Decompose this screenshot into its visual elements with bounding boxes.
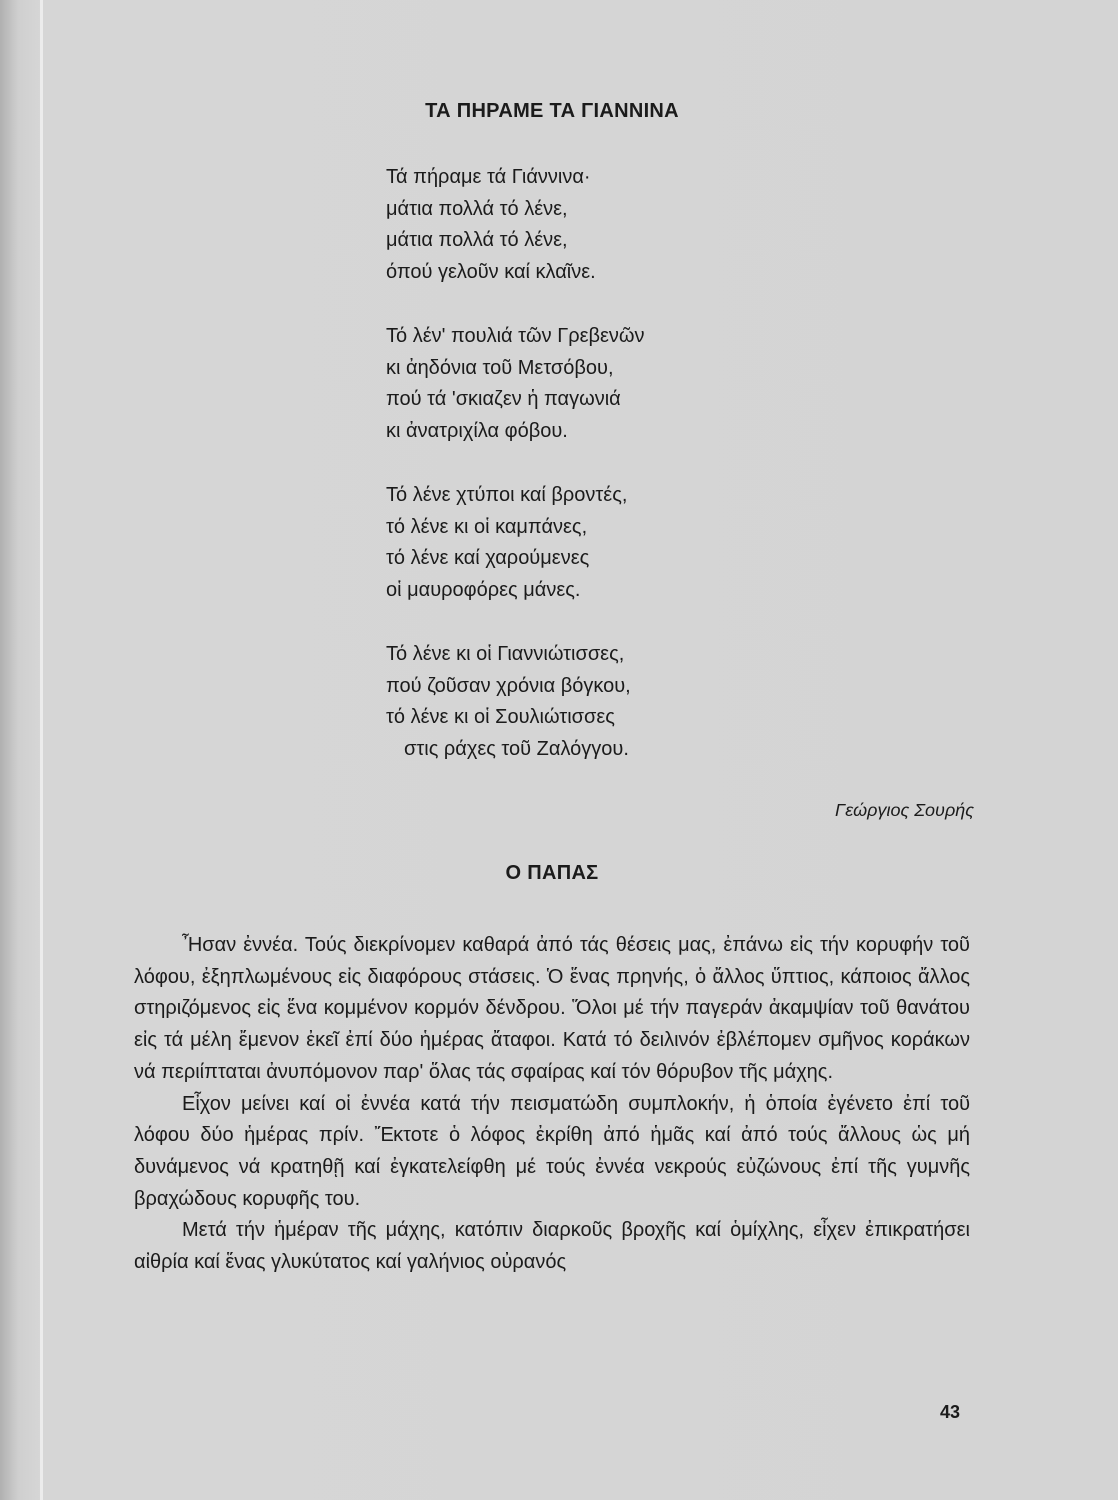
page-number: 43 <box>940 1402 961 1422</box>
poem-stanza <box>386 480 886 606</box>
story-paragraph: Εἶχον μείνει καί οἱ ἐννέα κατά τήν πεισματώδη συμπλοκήν, ἡ ὁποία ἐγένετο ἐπί τοῦ λόφου δύο ἡμέρας πρίν. Ἔκτοτε ὁ λόφος ἐκρίθη ἀπό ἡμᾶς καί ἀπό τούς ἄλλους ὡς μή δυνάμενος νά κρατηθῇ καί ἐγκατελείφθη μέ τούς ἐννέα νεκρούς εὐζώνους ἐπί τῆς γυμνῆς βραχώδους κορυφῆς του. <box>134 1092 970 1210</box>
poem <box>386 162 886 798</box>
poem-line: τό λένε καί χαρούμενες <box>386 547 590 569</box>
poem-line: πού ζοῦσαν χρόνια βόγκου, <box>386 674 631 697</box>
poem-line: κι ἀνατριχίλα φόβου. <box>386 419 568 442</box>
poem-line: μάτια πολλά τό λένε, <box>386 197 568 220</box>
poem-line: Τό λέν' πουλιά τῶν Γρεβενῶν <box>386 325 645 347</box>
poem-line: τό λένε κι οἱ Σουλιώτισσες <box>386 706 615 728</box>
story-paragraph: Μετά τήν ἡμέραν τῆς μάχης, κατόπιν διαρκοῦς βροχῆς καί ὁμίχλης, εἶχεν ἐπικρατήσει αἰθρία καί ἕνας γλυκύτατος καί γαλήνιος οὐρανός <box>134 1219 970 1274</box>
poem-line: μάτια πολλά τό λένε, <box>386 229 568 251</box>
poem-author: Γεώργιος Σουρής <box>834 800 974 820</box>
poem-title: ΤΑ ΠΗΡΑΜΕ ΤΑ ΓΙΑΝΝΙΝΑ <box>425 100 679 122</box>
poem-line: στις ράχες τοῦ Ζαλόγγου. <box>404 737 629 760</box>
page-binding-edge <box>40 0 43 1500</box>
poem-line: τό λένε κι οἱ καμπάνες, <box>386 515 588 538</box>
poem-line: πού τά 'σκιαζεν ἡ παγωνιά <box>386 388 621 410</box>
page-content <box>134 0 974 1500</box>
poem-line: Τό λένε χτύποι καί βροντές, <box>386 484 628 506</box>
poem-stanza <box>386 639 886 765</box>
poem-line: Τά πήραμε τά Γιάννινα· <box>386 166 591 188</box>
poem-line: όπού γελοῦν καί κλαῖνε. <box>386 260 596 283</box>
poem-stanza <box>386 162 886 288</box>
story-title: Ο ΠΑΠΑΣ <box>505 862 599 884</box>
story-paragraph: Ἦσαν ἐννέα. Τούς διεκρίνομεν καθαρά ἀπό τάς θέσεις μας, ἐπάνω εἰς τήν κορυφήν τοῦ λόφου, ἐξηπλωμένους εἰς διαφόρους στάσεις. Ὁ ἕνας πρηνής, ὁ ἄλλος ὕπτιος, κάποιος ἄλλος στηριζόμενος εἰς ἕνα κομμένον κορμόν δένδρου. Ὅλοι μέ τήν παγεράν ἀκαμψίαν τοῦ θανάτου εἰς τά μέλη ἔμενον ἐκεῖ ἐπί δύο ἡμέρας ἄταφοι. Κατά τό δειλινόν ἐβλέπομεν σμῆνος κοράκων νά περιίπταται ἀνυπόμονον παρ' ὅλας τάς σφαίρας καί τόν θόρυβον τῆς μάχης. <box>134 934 970 1083</box>
poem-line: οἱ μαυροφόρες μάνες. <box>386 578 581 601</box>
poem-line: Τό λένε κι οἱ Γιαννιώτισσες, <box>386 643 625 665</box>
poem-line: κι ἀηδόνια τοῦ Μετσόβου, <box>386 356 614 379</box>
poem-stanza <box>386 321 886 447</box>
story-body <box>134 930 970 1279</box>
